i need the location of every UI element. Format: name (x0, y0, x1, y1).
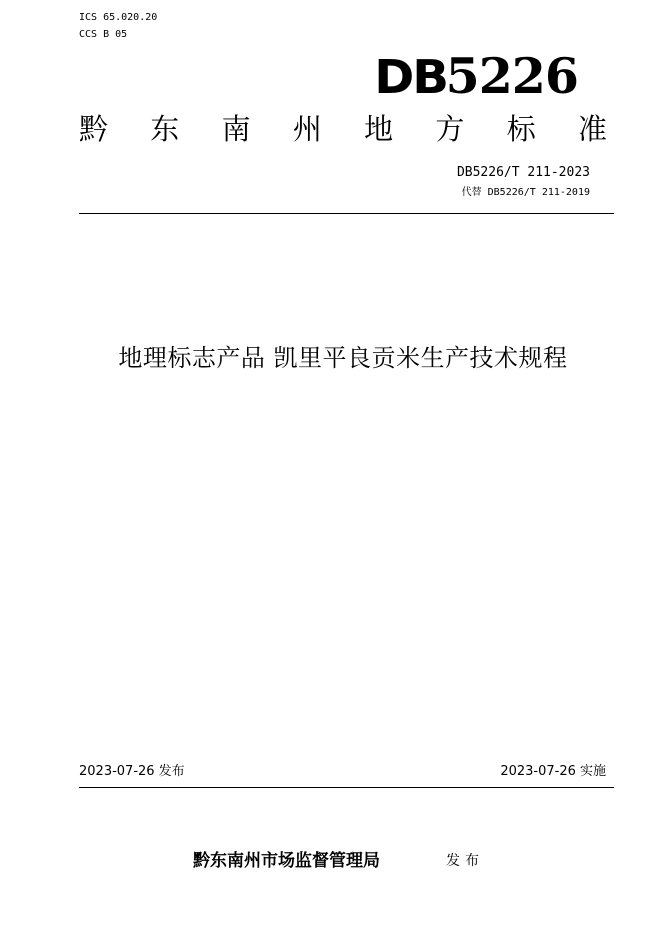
db-logo (374, 47, 578, 105)
ics-code: ICS 65.020.20 (79, 12, 158, 23)
issue-label: 发布 (446, 853, 484, 869)
standard-title-char: 标 (506, 112, 536, 146)
standard-title-char: 南 (221, 112, 251, 146)
ccs-code: CCS B 05 (79, 29, 128, 40)
db-logo-number: 5226 (445, 47, 578, 105)
implement-date: 2023-07-26 实施 (500, 764, 606, 779)
standard-title-char: 州 (292, 112, 322, 146)
db-logo-letters: DB (374, 50, 448, 104)
standard-title (79, 111, 607, 147)
document-title: 地理标志产品 凯里平良贡米生产技术规程 (118, 344, 568, 372)
standard-title-char: 黔 (79, 112, 109, 146)
replaces-standard: 代替 DB5226/T 211-2019 (461, 187, 590, 198)
standard-title-char: 东 (150, 112, 180, 146)
standard-title-char: 地 (364, 112, 394, 146)
standard-title-char: 方 (435, 112, 465, 146)
issuing-authority: 黔东南州市场监督管理局 (193, 851, 380, 871)
standard-number: DB5226/T 211-2023 (456, 165, 590, 180)
publish-date: 2023-07-26 发布 (79, 764, 185, 779)
header-divider (79, 213, 614, 214)
standard-title-char: 准 (577, 112, 607, 146)
footer-divider (79, 787, 614, 788)
